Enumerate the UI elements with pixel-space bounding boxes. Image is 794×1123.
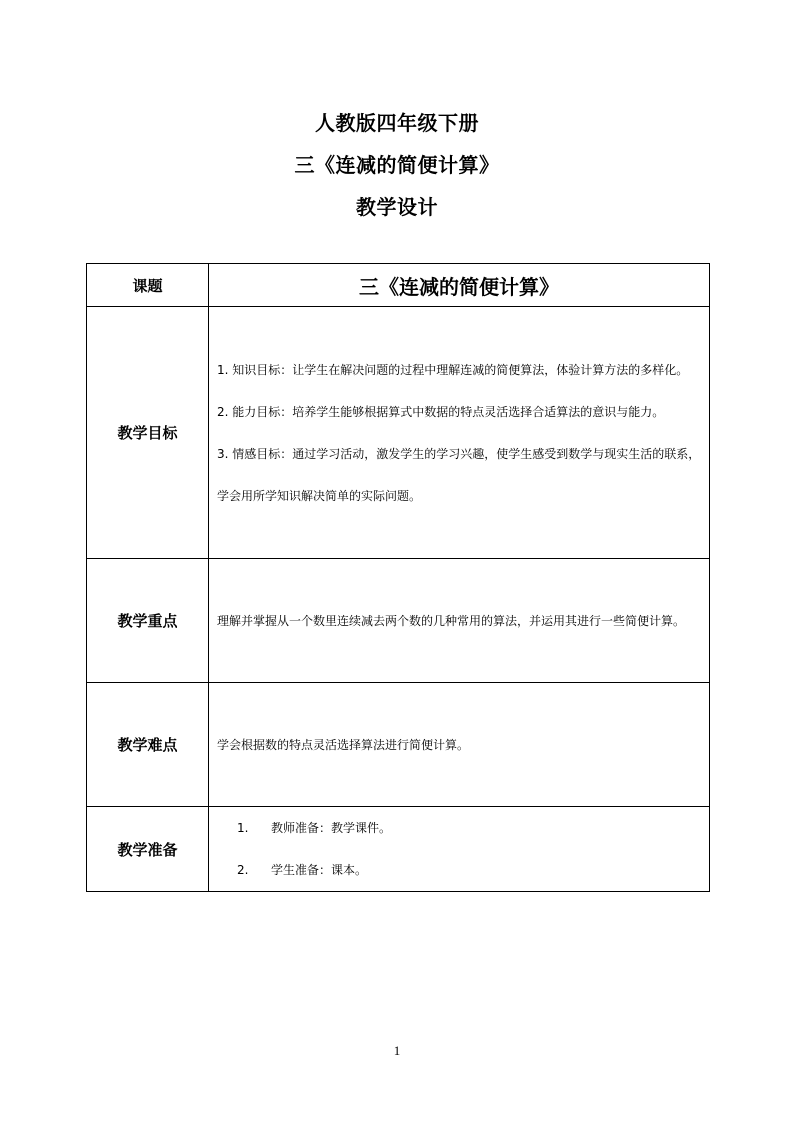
goals-label: 教学目标 <box>87 307 209 559</box>
table-row-goals <box>87 307 710 559</box>
table-row-preparation <box>87 807 710 892</box>
document-title-line-1: 人教版四年级下册 <box>315 111 479 135</box>
topic-value: 三《连减的简便计算》 <box>209 264 710 307</box>
list-item <box>237 849 709 891</box>
preparation-list <box>209 807 709 891</box>
list-item-number: 1. <box>237 821 249 835</box>
difficulty-label: 教学难点 <box>87 683 209 807</box>
document-title-line-3: 教学设计 <box>356 195 438 219</box>
document-title-line-2: 三《连减的简便计算》 <box>294 153 500 177</box>
page-number: 1 <box>393 1043 401 1058</box>
key-points-content <box>209 559 710 683</box>
table-row-key-points <box>87 559 710 683</box>
table-row-topic <box>87 264 710 307</box>
preparation-label: 教学准备 <box>87 807 209 892</box>
difficulty-content: 学会根据数的特点灵活选择算法进行简便计算。 <box>209 683 710 807</box>
key-points-text: 理解并掌握从一个数里连续减去两个数的几种常用的算法，并运用其进行一些简便计算。 <box>217 613 686 628</box>
list-item <box>237 807 709 849</box>
goal-item-ability: 2. 能力目标：培养学生能够根据算式中数据的特点灵活选择合适算法的意识与能力。 <box>217 404 665 419</box>
goal-item-knowledge: 1. 知识目标：让学生在解决问题的过程中理解连减的简便算法，体验计算方法的多样化。 <box>217 362 689 377</box>
goals-content <box>209 307 710 559</box>
lesson-plan-table <box>86 263 710 892</box>
key-points-label: 教学重点 <box>87 559 209 683</box>
list-item-text: 学生准备：课本。 <box>271 863 368 877</box>
topic-label: 课题 <box>87 264 209 307</box>
table-row-difficulty <box>87 683 710 807</box>
goal-item-emotion: 3. 情感目标：通过学习活动，激发学生的学习兴趣，使学生感受到数学与现实生活的联系，学会用所学知识解决简单的实际问题。 <box>217 446 701 503</box>
list-item-text: 教师准备：教学课件。 <box>271 821 392 835</box>
preparation-content <box>209 807 710 892</box>
list-item-number: 2. <box>237 863 249 877</box>
